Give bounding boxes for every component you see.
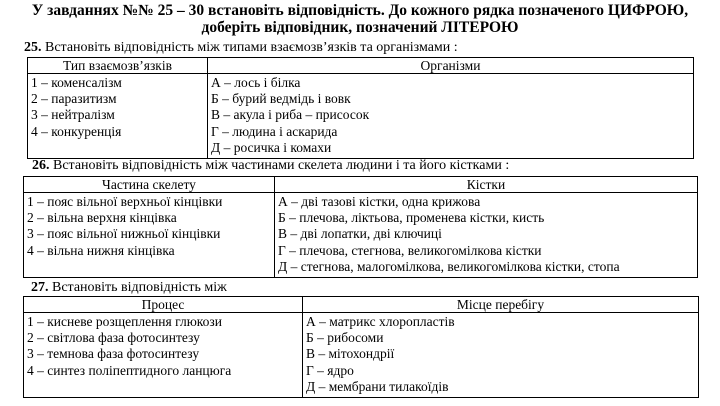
instructions-line-1: У завданнях №№ 25 – 30 встановіть відповідність. До кожного рядка позначеного ЦИФРОЮ, [31,2,689,19]
question-26-title [32,158,509,174]
question-26-left-cell [24,193,275,278]
question-27-left-header: Процес [24,297,303,313]
list-item: Д – стегнова, малогомілкова, великогомілкова кістки, стопа [278,258,620,274]
list-item: 4 – конкуренція [31,123,122,139]
question-25-text: Встановіть відповідність між типами взаємозв’язків та організмами : [45,40,458,55]
question-26-table [23,176,698,278]
question-27-right-header: Місце перебігу [303,297,699,313]
list-item: 3 – темнова фаза фотосинтезу [27,346,200,362]
question-27-number: 27. [31,280,49,295]
question-26-right-header: Кістки [275,177,698,193]
list-item: А – лось і білка [211,75,301,90]
list-item: 4 – синтез поліпептидного ланцюга [27,362,232,378]
question-27-left-cell [24,313,303,398]
list-item: 3 – пояс вільної нижньої кінцівки [27,226,221,242]
list-item: Г – ядро [306,362,354,378]
list-item: Б – бурий ведмідь і вовк [211,91,351,107]
list-item: 2 – паразитизм [31,91,117,107]
question-26-number: 26. [32,158,50,173]
list-item: 2 – світлова фаза фотосинтезу [27,330,200,346]
question-25-number: 25. [24,40,42,55]
question-25-right-cell [208,74,694,159]
instructions-line-2: доберіть відповідник, позначений ЛІТЕРОЮ [201,19,519,36]
list-item: А – дві тазові кістки, одна крижова [278,194,481,209]
instructions-header [0,2,720,36]
list-item: Д – мембрани тилакоїдів [306,378,449,394]
question-25-right-header: Організми [208,58,694,74]
question-27-table [23,296,699,398]
question-25-title [24,40,458,56]
question-25-left-cell [28,74,208,159]
list-item: В – акула і риба – присосок [211,107,370,123]
question-27-title [31,280,227,296]
list-item: Д – росичка і комахи [211,139,332,155]
list-item: Б – плечова, ліктьова, променева кістки, кисть [278,210,545,226]
question-27-right-cell [303,313,699,398]
list-item: А – матрикс хлоропластів [306,314,455,329]
list-item: В – мітохондрії [306,346,395,362]
list-item: 1 – пояс вільної верхньої кінцівки [27,194,223,209]
list-item: 1 – коменсалізм [31,75,122,90]
list-item: В – дві лопатки, дві ключиці [278,226,442,242]
list-item: 4 – вільна нижня кінцівка [27,242,175,258]
question-27-text: Встановіть відповідність між [52,280,227,295]
question-26-text: Встановіть відповідність між частинами скелета людини і та його кістками : [53,158,510,173]
list-item: Б – рибосоми [306,330,384,346]
list-item: 1 – кисневе розщеплення глюкози [27,314,222,329]
list-item: 3 – нейтралізм [31,107,115,123]
list-item: 2 – вільна верхня кінцівка [27,210,177,226]
question-25-table [27,57,694,159]
list-item: Г – плечова, стегнова, великогомілкова кістки [278,242,542,258]
question-26-left-header: Частина скелету [24,177,275,193]
question-26-right-cell [275,193,698,278]
question-25-left-header: Тип взаємозв’язків [28,58,208,74]
list-item: Г – людина і аскарида [211,123,338,139]
